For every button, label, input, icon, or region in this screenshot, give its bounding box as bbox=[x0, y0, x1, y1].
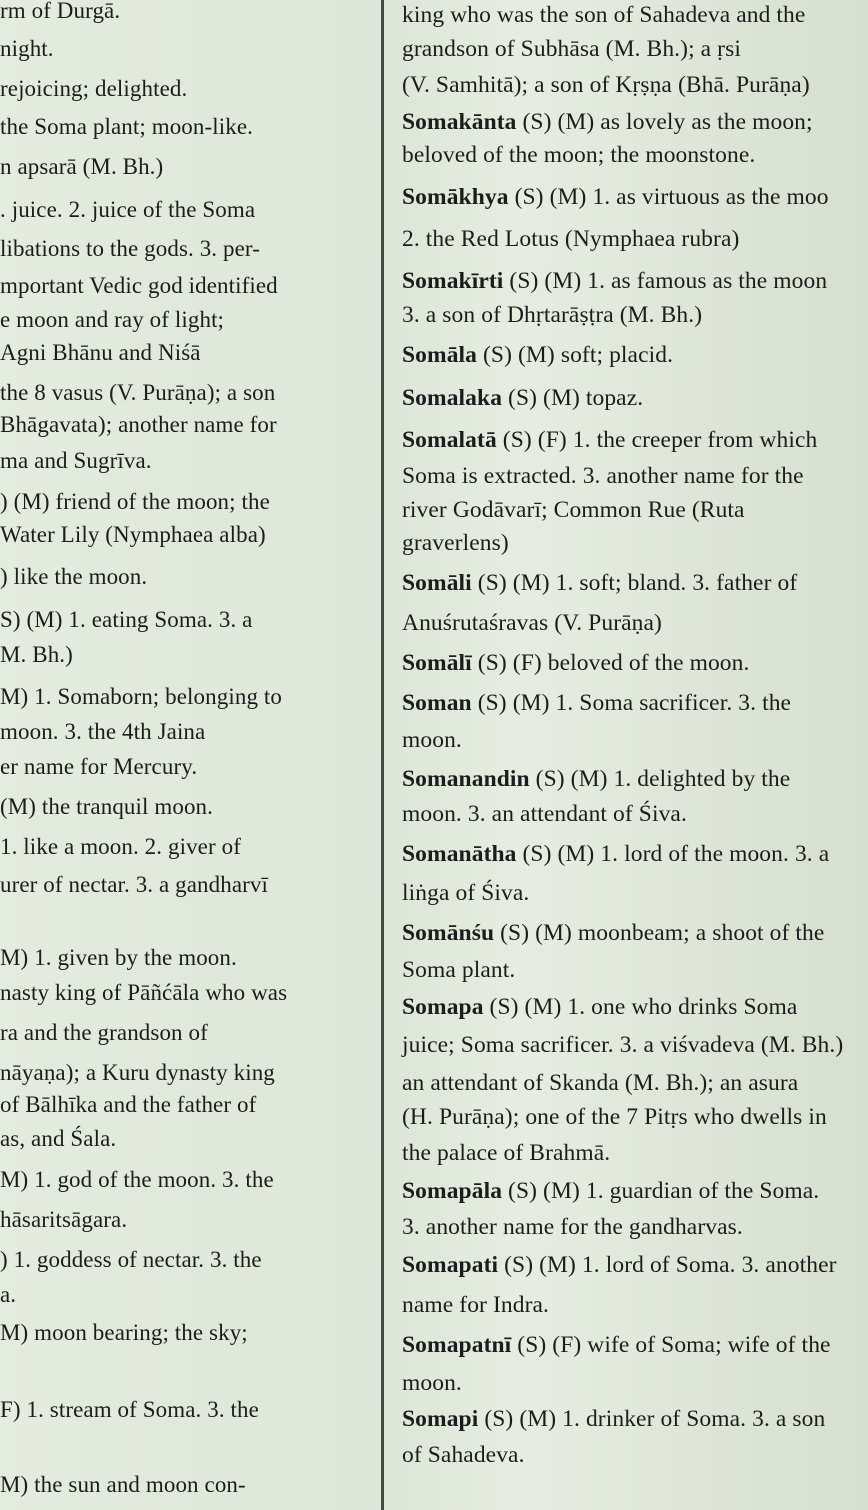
left-column-line: as, and Śala. bbox=[0, 1126, 117, 1151]
dictionary-continuation-line bbox=[402, 224, 739, 254]
dictionary-continuation-line bbox=[402, 528, 509, 558]
entry-text: an attendant of Skanda (M. Bh.); an asura bbox=[402, 1070, 799, 1096]
left-column-line: nāyaṇa); a Kuru dynasty king bbox=[0, 1060, 275, 1085]
entry-text: moon. bbox=[402, 1370, 462, 1396]
left-column-line: of Bālhīka and the father of bbox=[0, 1092, 257, 1117]
dictionary-entry-line bbox=[402, 688, 791, 718]
entry-headword: Somakānta bbox=[402, 109, 517, 135]
left-column-line: night. bbox=[0, 36, 54, 61]
dictionary-entry-line bbox=[402, 764, 790, 794]
left-column-line: n apsarā (M. Bh.) bbox=[0, 154, 164, 179]
dictionary-continuation-line bbox=[402, 1138, 610, 1168]
left-column-line: ) 1. goddess of nectar. 3. the bbox=[0, 1247, 262, 1272]
entry-text: beloved of the moon; the moonstone. bbox=[402, 142, 756, 168]
dictionary-entry-line bbox=[402, 568, 797, 598]
left-column-line: libations to the gods. 3. per- bbox=[0, 236, 260, 261]
dictionary-entry-line bbox=[402, 1176, 819, 1206]
entry-text: graverlens) bbox=[402, 530, 509, 556]
dictionary-continuation-line bbox=[402, 34, 741, 64]
entry-text: (S) (M) 1. soft; bland. 3. father of bbox=[471, 570, 798, 596]
dictionary-continuation-line bbox=[402, 70, 810, 100]
left-column-line: Water Lily (Nymphaea alba) bbox=[0, 522, 266, 547]
entry-text: moon. 3. an attendant of Śiva. bbox=[402, 801, 687, 827]
right-column bbox=[392, 0, 868, 1510]
entry-text: moon. bbox=[402, 727, 462, 753]
dictionary-continuation-line bbox=[402, 955, 515, 985]
entry-text: (S) (M) soft; placid. bbox=[477, 342, 674, 368]
column-divider bbox=[381, 0, 384, 1510]
dictionary-entry-line bbox=[402, 918, 824, 948]
entry-text: (S) (M) 1. lord of Soma. 3. another bbox=[498, 1252, 837, 1278]
dictionary-continuation-line bbox=[402, 725, 462, 755]
left-column-line: M) the sun and moon con- bbox=[0, 1472, 246, 1497]
entry-text: (S) (M) moonbeam; a shoot of the bbox=[494, 920, 825, 946]
left-column-line: ) like the moon. bbox=[0, 564, 148, 589]
left-column-line: M) 1. god of the moon. 3. the bbox=[0, 1167, 274, 1192]
left-column-line: Bhāgavata); another name for bbox=[0, 412, 277, 437]
entry-text: (V. Samhitā); a son of Kṛṣṇa (Bhā. Purāṇa) bbox=[402, 72, 810, 98]
dictionary-continuation-line bbox=[402, 1368, 462, 1398]
entry-text: (S) (M) 1. as virtuous as the moo bbox=[508, 184, 829, 210]
entry-headword: Somāli bbox=[402, 570, 472, 596]
entry-text: (S) (M) 1. guardian of the Soma. bbox=[502, 1178, 820, 1204]
left-column-line: Agni Bhānu and Niśā bbox=[0, 340, 201, 365]
entry-text: (S) (M) 1. Soma sacrificer. 3. the bbox=[471, 690, 792, 716]
left-column-line: mportant Vedic god identified bbox=[0, 273, 278, 298]
entry-headword: Somalaka bbox=[402, 385, 503, 411]
entry-text: (S) (F) beloved of the moon. bbox=[471, 650, 750, 676]
dictionary-entry-line bbox=[402, 340, 673, 370]
entry-text: Soma is extracted. 3. another name for the bbox=[402, 463, 804, 489]
entry-text: 2. the Red Lotus (Nymphaea rubra) bbox=[402, 226, 740, 252]
entry-headword: Somalatā bbox=[402, 427, 497, 453]
left-column-line: . juice. 2. juice of the Soma bbox=[0, 197, 256, 222]
dictionary-continuation-line bbox=[402, 878, 529, 908]
entry-text: (S) (M) 1. as famous as the moon bbox=[503, 268, 828, 294]
dictionary-entry-line bbox=[402, 425, 817, 455]
left-column-line: M) moon bearing; the sky; bbox=[0, 1320, 248, 1345]
entry-headword: Somapati bbox=[402, 1252, 499, 1278]
left-column-line: (M) the tranquil moon. bbox=[0, 794, 213, 819]
entry-text: (S) (M) topaz. bbox=[502, 385, 644, 411]
entry-headword: Somapi bbox=[402, 1406, 479, 1432]
left-column bbox=[0, 0, 376, 1510]
entry-headword: Somanātha bbox=[402, 841, 517, 867]
entry-text: king who was the son of Sahadeva and the bbox=[402, 2, 806, 28]
dictionary-entry-line bbox=[402, 839, 829, 869]
left-column-line: the Soma plant; moon-like. bbox=[0, 114, 254, 139]
left-column-line: hāsaritsāgara. bbox=[0, 1207, 128, 1232]
dictionary-continuation-line bbox=[402, 0, 805, 30]
entry-headword: Somapāla bbox=[402, 1178, 503, 1204]
entry-headword: Somakīrti bbox=[402, 268, 504, 294]
left-column-line: M. Bh.) bbox=[0, 642, 73, 667]
dictionary-entry-line bbox=[402, 182, 829, 212]
dictionary-entry-line bbox=[402, 648, 749, 678]
left-column-line: er name for Mercury. bbox=[0, 754, 198, 779]
entry-headword: Somāla bbox=[402, 342, 478, 368]
entry-headword: Somapatnī bbox=[402, 1332, 512, 1358]
entry-text: Anuśrutaśravas (V. Purāṇa) bbox=[402, 610, 662, 636]
left-column-line: ) (M) friend of the moon; the bbox=[0, 489, 270, 514]
entry-text: 3. another name for the gandharvas. bbox=[402, 1214, 743, 1240]
entry-headword: Somanandin bbox=[402, 766, 530, 792]
entry-text: (H. Purāṇa); one of the 7 Pitṛs who dwells in bbox=[402, 1104, 827, 1130]
dictionary-entry-line bbox=[402, 383, 643, 413]
dictionary-continuation-line bbox=[402, 1290, 549, 1320]
left-column-line: 1. like a moon. 2. giver of bbox=[0, 834, 241, 859]
dictionary-entry-line bbox=[402, 992, 797, 1022]
entry-text: juice; Soma sacrificer. 3. a viśvadeva (M. Bh.) bbox=[402, 1032, 844, 1058]
left-column-line: ma and Sugrīva. bbox=[0, 448, 152, 473]
left-column-line: ra and the grandson of bbox=[0, 1020, 208, 1045]
entry-text: of Sahadeva. bbox=[402, 1442, 525, 1468]
entry-text: (S) (F) 1. the creeper from which bbox=[496, 427, 818, 453]
entry-headword: Somālī bbox=[402, 650, 472, 676]
dictionary-entry-line bbox=[402, 266, 827, 296]
entry-text: Soma plant. bbox=[402, 957, 516, 983]
left-column-line: moon. 3. the 4th Jaina bbox=[0, 719, 206, 744]
entry-text: name for Indra. bbox=[402, 1292, 549, 1318]
dictionary-continuation-line bbox=[402, 461, 804, 491]
entry-headword: Somākhya bbox=[402, 184, 509, 210]
entry-text: (S) (M) 1. delighted by the bbox=[529, 766, 791, 792]
dictionary-continuation-line bbox=[402, 300, 702, 330]
entry-text: liṅga of Śiva. bbox=[402, 880, 530, 906]
left-column-line: M) 1. Somaborn; belonging to bbox=[0, 684, 282, 709]
left-column-line: F) 1. stream of Soma. 3. the bbox=[0, 1397, 259, 1422]
entry-text: (S) (M) 1. drinker of Soma. 3. a son bbox=[478, 1406, 826, 1432]
dictionary-entry-line bbox=[402, 1404, 825, 1434]
left-column-line: nasty king of Pāñćāla who was bbox=[0, 980, 288, 1005]
entry-text: (S) (M) as lovely as the moon; bbox=[516, 109, 813, 135]
dictionary-entry-line bbox=[402, 107, 813, 137]
dictionary-continuation-line bbox=[402, 1068, 798, 1098]
dictionary-entry-line bbox=[402, 1330, 831, 1360]
left-column-line: a. bbox=[0, 1282, 17, 1307]
dictionary-continuation-line bbox=[402, 1102, 827, 1132]
left-column-line: M) 1. given by the moon. bbox=[0, 945, 237, 970]
dictionary-continuation-line bbox=[402, 608, 662, 638]
entry-headword: Soman bbox=[402, 690, 472, 716]
left-column-line: e moon and ray of light; bbox=[0, 307, 225, 332]
dictionary-continuation-line bbox=[402, 140, 755, 170]
entry-headword: Somānśu bbox=[402, 920, 495, 946]
left-column-line: rm of Durgā. bbox=[0, 0, 121, 23]
dictionary-continuation-line bbox=[402, 1212, 743, 1242]
left-column-line: rejoicing; delighted. bbox=[0, 76, 188, 101]
entry-text: (S) (M) 1. lord of the moon. 3. a bbox=[516, 841, 830, 867]
entry-headword: Somapa bbox=[402, 994, 484, 1020]
entry-text: the palace of Brahmā. bbox=[402, 1140, 611, 1166]
entry-text: (S) (M) 1. one who drinks Soma bbox=[483, 994, 798, 1020]
entry-text: river Godāvarī; Common Rue (Ruta bbox=[402, 497, 745, 523]
dictionary-continuation-line bbox=[402, 1030, 843, 1060]
left-column-line: S) (M) 1. eating Soma. 3. a bbox=[0, 607, 253, 632]
dictionary-continuation-line bbox=[402, 799, 687, 829]
dictionary-continuation-line bbox=[402, 1440, 525, 1470]
entry-text: 3. a son of Dhṛtarāṣṭra (M. Bh.) bbox=[402, 302, 703, 328]
left-column-line: urer of nectar. 3. a gandharvī bbox=[0, 872, 269, 897]
dictionary-continuation-line bbox=[402, 495, 745, 525]
entry-text: (S) (F) wife of Soma; wife of the bbox=[511, 1332, 831, 1358]
left-column-line: the 8 vasus (V. Purāṇa); a son bbox=[0, 380, 276, 405]
dictionary-entry-line bbox=[402, 1250, 837, 1280]
entry-text: grandson of Subhāsa (M. Bh.); a ṛsi bbox=[402, 36, 741, 62]
